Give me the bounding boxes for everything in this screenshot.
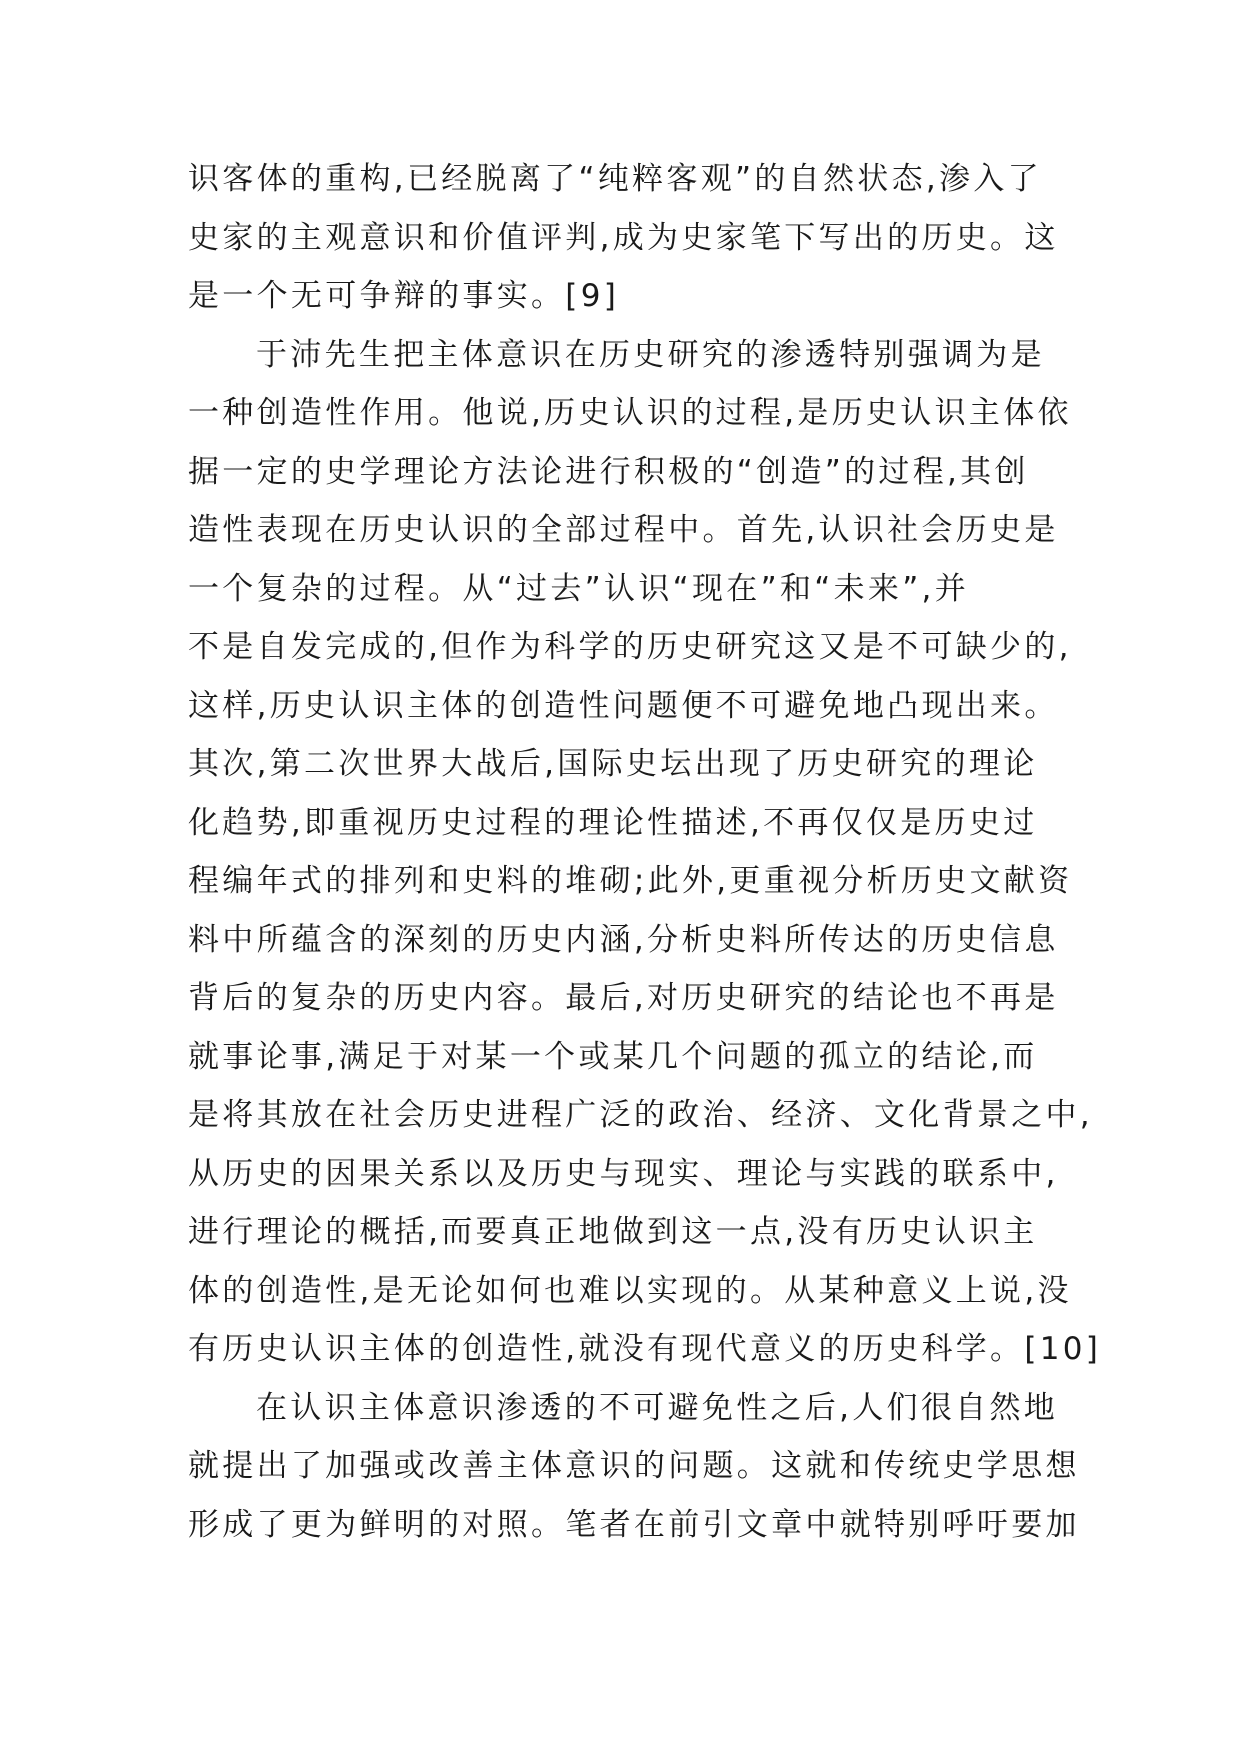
paragraph-2: [188, 326, 1102, 1379]
text-line: 就事论事,满足于对某一个或某几个问题的孤立的结论,而: [188, 1038, 1038, 1075]
paragraph-3: [188, 1379, 1080, 1555]
text-line: 一个复杂的过程。从“过去”认识“现在”和“未来”,并: [188, 570, 970, 607]
text-line: 是将其放在社会历史进程广泛的政治、经济、文化背景之中,: [188, 1097, 1093, 1133]
text-line: 其次,第二次世界大战后,国际史坛出现了历史研究的理论: [188, 746, 1038, 782]
paragraph-1: [188, 150, 1068, 326]
text-line: 程编年式的排列和史料的堆砌;此外,更重视分析历史文献资: [188, 863, 1073, 899]
text-line: 是一个无可争辩的事实。[9]: [188, 278, 620, 314]
text-line: 这样,历史认识主体的创造性问题便不可避免地凸现出来。: [188, 687, 1059, 724]
document-body: [188, 150, 1102, 1554]
text-line: 史家的主观意识和价值评判,成为史家笔下写出的历史。这: [188, 219, 1059, 256]
text-line: 不是自发完成的,但作为科学的历史研究这又是不可缺少的,: [188, 629, 1072, 665]
text-line: 一种创造性作用。他说,历史认识的过程,是历史认识主体依: [188, 395, 1072, 431]
text-line: 于沛先生把主体意识在历史研究的渗透特别强调为是: [256, 336, 1045, 373]
text-line: 就提出了加强或改善主体意识的问题。这就和传统史学思想: [188, 1448, 1080, 1484]
text-line: 有历史认识主体的创造性,就没有现代意义的历史科学。[10]: [188, 1331, 1102, 1367]
text-line: 体的创造性,是无论如何也难以实现的。从某种意义上说,没: [188, 1272, 1072, 1309]
text-line: 化趋势,即重视历史过程的理论性描述,不再仅仅是历史过: [188, 804, 1038, 841]
text-line: 形成了更为鲜明的对照。笔者在前引文章中就特别呼吁要加: [188, 1506, 1080, 1543]
text-line: 料中所蕴含的深刻的历史内涵,分析史料所传达的历史信息: [188, 921, 1059, 958]
text-line: 在认识主体意识渗透的不可避免性之后,人们很自然地: [256, 1389, 1059, 1426]
text-line: 从历史的因果关系以及历史与现实、理论与实践的联系中,: [188, 1155, 1059, 1192]
text-line: 进行理论的概括,而要真正地做到这一点,没有历史认识主: [188, 1214, 1038, 1250]
text-line: 据一定的史学理论方法论进行积极的“创造”的过程,其创: [188, 453, 1029, 490]
text-line: 识客体的重构,已经脱离了“纯粹客观”的自然状态,渗入了: [188, 161, 1042, 197]
text-line: 背后的复杂的历史内容。最后,对历史研究的结论也不再是: [188, 980, 1059, 1016]
text-line: 造性表现在历史认识的全部过程中。首先,认识社会历史是: [188, 512, 1059, 548]
